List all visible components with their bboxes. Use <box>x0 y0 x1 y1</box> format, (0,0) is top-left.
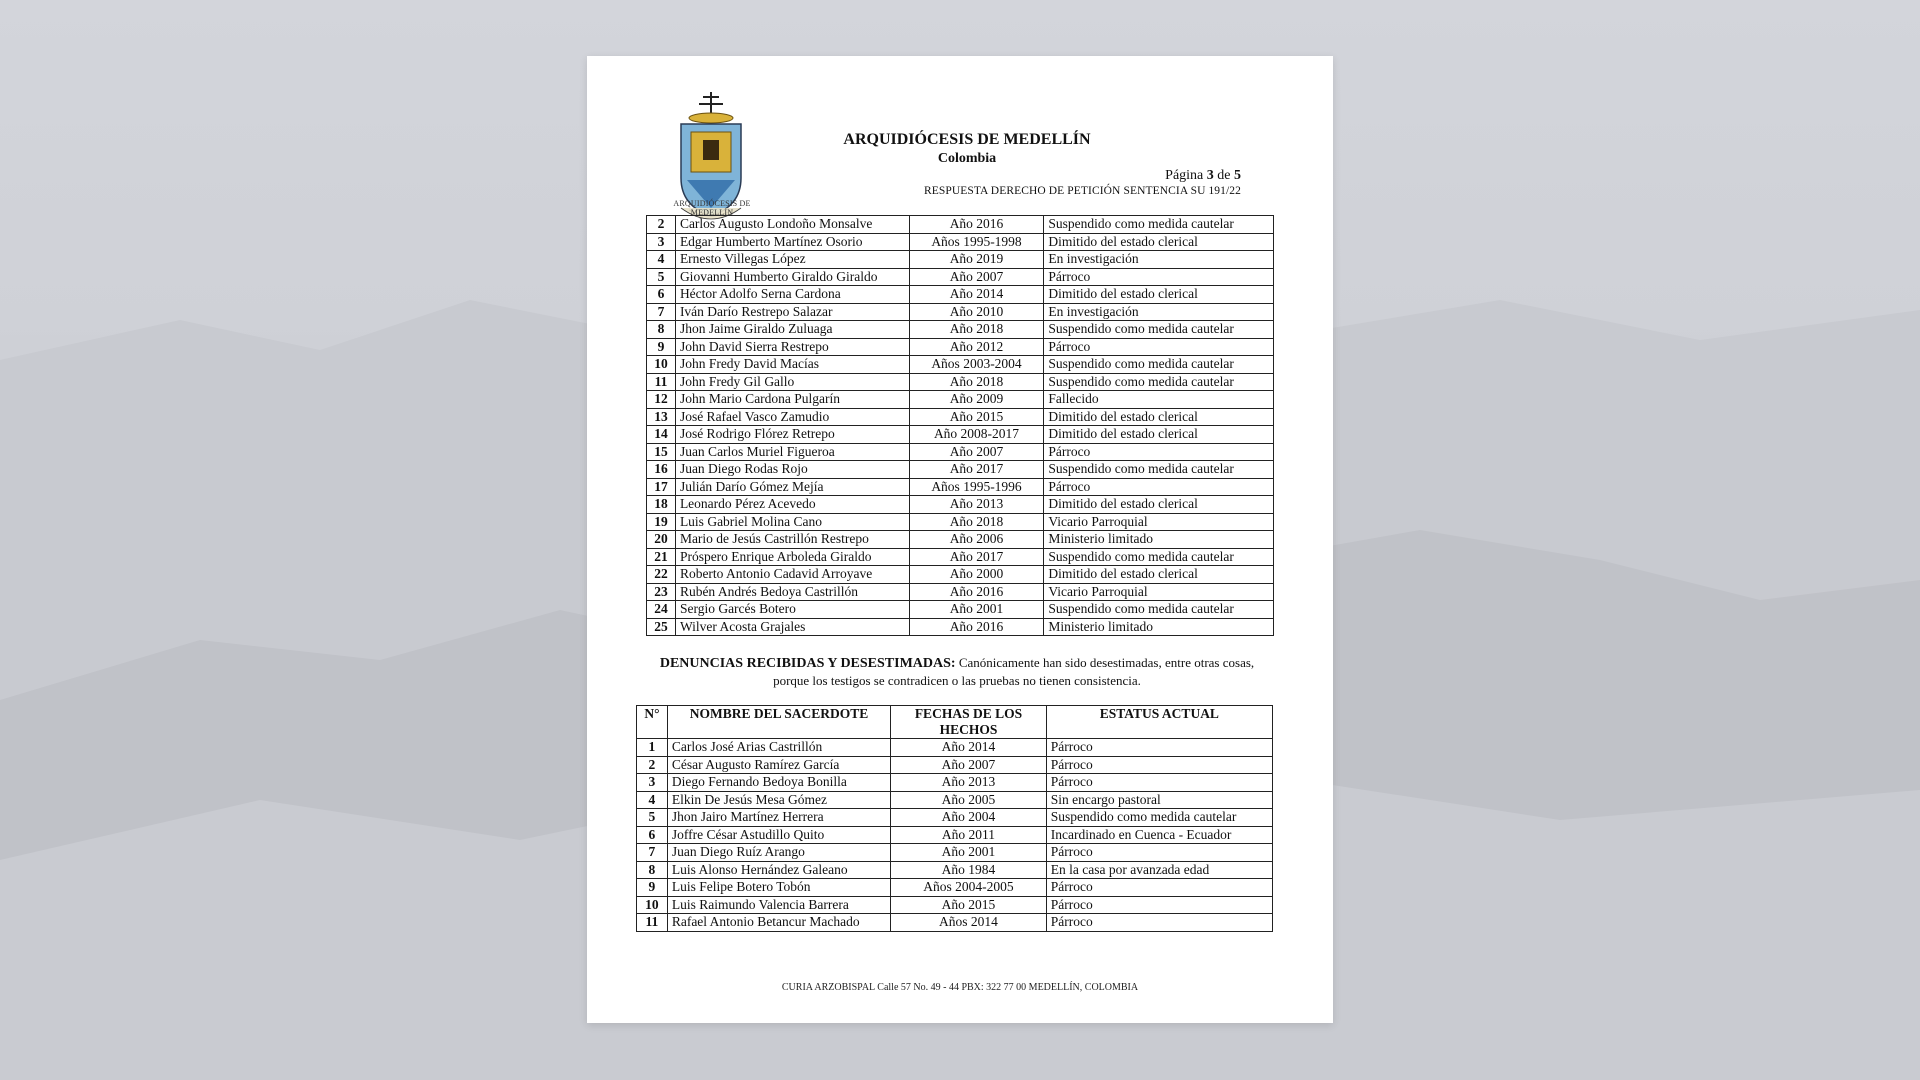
priest-name: Carlos José Arias Castrillón <box>667 739 890 757</box>
table-row <box>647 601 1274 619</box>
priest-name: César Augusto Ramírez García <box>667 756 890 774</box>
event-dates: Año 2019 <box>909 251 1044 269</box>
col-header-name: NOMBRE DEL SACERDOTE <box>667 706 890 739</box>
current-status: Dimitido del estado clerical <box>1044 408 1274 426</box>
row-number: 12 <box>647 391 676 409</box>
priest-name: Luis Felipe Botero Tobón <box>667 879 890 897</box>
page-total: 5 <box>1234 168 1241 183</box>
event-dates: Año 2007 <box>891 756 1047 774</box>
priest-name: Iván Darío Restrepo Salazar <box>675 303 909 321</box>
event-dates: Año 2014 <box>909 286 1044 304</box>
current-status: Suspendido como medida cautelar <box>1044 601 1274 619</box>
priests-table-1 <box>646 215 1274 636</box>
priest-name: Elkin De Jesús Mesa Gómez <box>667 791 890 809</box>
event-dates: Año 2015 <box>891 896 1047 914</box>
current-status: Suspendido como medida cautelar <box>1044 321 1274 339</box>
event-dates: Año 2007 <box>909 268 1044 286</box>
table-row <box>637 844 1273 862</box>
event-dates: Años 2004-2005 <box>891 879 1047 897</box>
current-status: Suspendido como medida cautelar <box>1044 461 1274 479</box>
current-status: Suspendido como medida cautelar <box>1044 356 1274 374</box>
current-status: Párroco <box>1046 774 1272 792</box>
current-status: En investigación <box>1044 303 1274 321</box>
priest-name: Giovanni Humberto Giraldo Giraldo <box>675 268 909 286</box>
table-row <box>647 461 1274 479</box>
current-status: Dimitido del estado clerical <box>1044 496 1274 514</box>
table-row <box>637 809 1273 827</box>
page-current: 3 <box>1206 168 1214 183</box>
priest-name: Edgar Humberto Martínez Osorio <box>675 233 909 251</box>
row-number: 2 <box>637 756 668 774</box>
row-number: 4 <box>647 251 676 269</box>
table-row <box>647 618 1274 636</box>
event-dates: Año 2015 <box>909 408 1044 426</box>
event-dates: Años 1995-1998 <box>909 233 1044 251</box>
table-row <box>647 268 1274 286</box>
event-dates: Año 1984 <box>891 861 1047 879</box>
current-status: Vicario Parroquial <box>1044 513 1274 531</box>
table-row <box>647 391 1274 409</box>
row-number: 14 <box>647 426 676 444</box>
event-dates: Año 2010 <box>909 303 1044 321</box>
event-dates: Año 2016 <box>909 583 1044 601</box>
priest-name: Sergio Garcés Botero <box>675 601 909 619</box>
priest-name: John Fredy Gil Gallo <box>675 373 909 391</box>
event-dates: Año 2011 <box>891 826 1047 844</box>
current-status: Fallecido <box>1044 391 1274 409</box>
table-row <box>637 914 1273 932</box>
table-row <box>647 408 1274 426</box>
document-footer: CURIA ARZOBISPAL Calle 57 No. 49 - 44 PBX: 322 77 00 MEDELLÍN, COLOMBIA <box>781 982 1139 993</box>
current-status: Párroco <box>1044 443 1274 461</box>
row-number: 5 <box>637 809 668 827</box>
event-dates: Año 2013 <box>909 496 1044 514</box>
event-dates: Año 2004 <box>891 809 1047 827</box>
row-number: 8 <box>637 861 668 879</box>
priest-name: Héctor Adolfo Serna Cardona <box>675 286 909 304</box>
priest-name: Julián Darío Gómez Mejía <box>675 478 909 496</box>
row-number: 11 <box>647 373 676 391</box>
table-row <box>647 251 1274 269</box>
table-row <box>647 583 1274 601</box>
section-text: Canónicamente han sido desestimadas, entre otras cosas, porque los testigos se contradicen o las pruebas no tienen consistencia. <box>773 655 1255 688</box>
table-row <box>647 531 1274 549</box>
priest-name: Leonardo Pérez Acevedo <box>675 496 909 514</box>
table-row <box>647 233 1274 251</box>
event-dates: Año 2009 <box>909 391 1044 409</box>
col-header-dates-text: FECHAS DE LOS HECHOS <box>914 706 1023 737</box>
priest-name: Próspero Enrique Arboleda Giraldo <box>675 548 909 566</box>
row-number: 15 <box>647 443 676 461</box>
priest-name: John David Sierra Restrepo <box>675 338 909 356</box>
current-status: Suspendido como medida cautelar <box>1044 216 1274 234</box>
event-dates: Año 2006 <box>909 531 1044 549</box>
priest-name: Roberto Antonio Cadavid Arroyave <box>675 566 909 584</box>
current-status: Párroco <box>1046 879 1272 897</box>
row-number: 20 <box>647 531 676 549</box>
table-row <box>647 373 1274 391</box>
current-status: Párroco <box>1046 739 1272 757</box>
event-dates: Año 2017 <box>909 461 1044 479</box>
current-status: Párroco <box>1046 896 1272 914</box>
table-row <box>637 879 1273 897</box>
section-paragraph <box>657 654 1257 689</box>
priest-name: Diego Fernando Bedoya Bonilla <box>667 774 890 792</box>
priest-name: Juan Carlos Muriel Figueroa <box>675 443 909 461</box>
row-number: 6 <box>637 826 668 844</box>
table-row <box>647 426 1274 444</box>
event-dates: Año 2016 <box>909 618 1044 636</box>
table-row <box>647 286 1274 304</box>
current-status: Párroco <box>1044 338 1274 356</box>
table-row <box>637 756 1273 774</box>
row-number: 3 <box>647 233 676 251</box>
table-row <box>637 774 1273 792</box>
event-dates: Año 2018 <box>909 513 1044 531</box>
row-number: 7 <box>647 303 676 321</box>
event-dates: Años 2014 <box>891 914 1047 932</box>
event-dates: Año 2008-2017 <box>909 426 1044 444</box>
priest-name: Mario de Jesús Castrillón Restrepo <box>675 531 909 549</box>
table-row <box>647 478 1274 496</box>
priests-table-2 <box>636 705 1273 932</box>
priest-name: José Rafael Vasco Zamudio <box>675 408 909 426</box>
row-number: 4 <box>637 791 668 809</box>
row-number: 16 <box>647 461 676 479</box>
current-status: Párroco <box>1046 756 1272 774</box>
row-number: 25 <box>647 618 676 636</box>
priests-table-1-body <box>647 216 1274 636</box>
table-row <box>647 338 1274 356</box>
event-dates: Año 2014 <box>891 739 1047 757</box>
table-row <box>637 739 1273 757</box>
row-number: 8 <box>647 321 676 339</box>
table-row <box>647 566 1274 584</box>
table-row <box>637 826 1273 844</box>
row-number: 24 <box>647 601 676 619</box>
event-dates: Año 2000 <box>909 566 1044 584</box>
event-dates: Año 2007 <box>909 443 1044 461</box>
row-number: 9 <box>647 338 676 356</box>
event-dates: Año 2018 <box>909 373 1044 391</box>
priest-name: Luis Gabriel Molina Cano <box>675 513 909 531</box>
current-status: Ministerio limitado <box>1044 531 1274 549</box>
priest-name: Luis Alonso Hernández Galeano <box>667 861 890 879</box>
current-status: Vicario Parroquial <box>1044 583 1274 601</box>
row-number: 22 <box>647 566 676 584</box>
current-status: Dimitido del estado clerical <box>1044 286 1274 304</box>
table-row <box>647 303 1274 321</box>
priest-name: Luis Raimundo Valencia Barrera <box>667 896 890 914</box>
priest-name: Rafael Antonio Betancur Machado <box>667 914 890 932</box>
table-row <box>647 216 1274 234</box>
page-label: Página <box>1165 168 1204 183</box>
page-of: de <box>1217 168 1231 183</box>
event-dates: Año 2005 <box>891 791 1047 809</box>
event-dates: Año 2001 <box>909 601 1044 619</box>
priest-name: Joffre César Astudillo Quito <box>667 826 890 844</box>
row-number: 1 <box>637 739 668 757</box>
document-reference: RESPUESTA DERECHO DE PETICIÓN SENTENCIA SU 191/22 <box>923 185 1241 197</box>
row-number: 7 <box>637 844 668 862</box>
table-row <box>647 548 1274 566</box>
row-number: 10 <box>647 356 676 374</box>
table-row <box>647 496 1274 514</box>
current-status: Párroco <box>1046 844 1272 862</box>
table-row <box>637 791 1273 809</box>
event-dates: Año 2017 <box>909 548 1044 566</box>
current-status: Párroco <box>1046 914 1272 932</box>
row-number: 18 <box>647 496 676 514</box>
current-status: Dimitido del estado clerical <box>1044 426 1274 444</box>
current-status: Suspendido como medida cautelar <box>1046 809 1272 827</box>
priest-name: Ernesto Villegas López <box>675 251 909 269</box>
row-number: 13 <box>647 408 676 426</box>
current-status: Dimitido del estado clerical <box>1044 233 1274 251</box>
priest-name: Rubén Andrés Bedoya Castrillón <box>675 583 909 601</box>
current-status: Párroco <box>1044 268 1274 286</box>
row-number: 19 <box>647 513 676 531</box>
document-subtitle: Colombia <box>937 151 997 166</box>
event-dates: Año 2012 <box>909 338 1044 356</box>
event-dates: Año 2016 <box>909 216 1044 234</box>
table-row <box>647 443 1274 461</box>
row-number: 2 <box>647 216 676 234</box>
current-status: Incardinado en Cuenca - Ecuador <box>1046 826 1272 844</box>
event-dates: Año 2013 <box>891 774 1047 792</box>
table-header-row <box>637 706 1273 739</box>
priest-name: Wilver Acosta Grajales <box>675 618 909 636</box>
row-number: 21 <box>647 548 676 566</box>
event-dates: Año 2001 <box>891 844 1047 862</box>
current-status: En investigación <box>1044 251 1274 269</box>
priest-name: Carlos Augusto Londoño Monsalve <box>675 216 909 234</box>
document-page <box>587 56 1333 1023</box>
document-title: ARQUIDIÓCESIS DE MEDELLÍN <box>843 131 1091 148</box>
priest-name: Jhon Jaime Giraldo Zuluaga <box>675 321 909 339</box>
current-status: Suspendido como medida cautelar <box>1044 548 1274 566</box>
col-header-dates <box>891 706 1047 739</box>
table-row <box>637 896 1273 914</box>
section-heading: DENUNCIAS RECIBIDAS Y DESESTIMADAS: <box>659 656 956 671</box>
priest-name: Juan Diego Ruíz Arango <box>667 844 890 862</box>
priest-name: John Fredy David Macías <box>675 356 909 374</box>
current-status: Dimitido del estado clerical <box>1044 566 1274 584</box>
row-number: 6 <box>647 286 676 304</box>
row-number: 9 <box>637 879 668 897</box>
event-dates: Años 1995-1996 <box>909 478 1044 496</box>
event-dates: Años 2003-2004 <box>909 356 1044 374</box>
current-status: Suspendido como medida cautelar <box>1044 373 1274 391</box>
event-dates: Año 2018 <box>909 321 1044 339</box>
table-row <box>647 356 1274 374</box>
priest-name: Juan Diego Rodas Rojo <box>675 461 909 479</box>
page-indicator <box>1165 168 1241 184</box>
table-row <box>647 321 1274 339</box>
priest-name: José Rodrigo Flórez Retrepo <box>675 426 909 444</box>
row-number: 11 <box>637 914 668 932</box>
row-number: 17 <box>647 478 676 496</box>
table-row <box>637 861 1273 879</box>
row-number: 23 <box>647 583 676 601</box>
row-number: 3 <box>637 774 668 792</box>
priest-name: Jhon Jairo Martínez Herrera <box>667 809 890 827</box>
current-status: En la casa por avanzada edad <box>1046 861 1272 879</box>
priest-name: John Mario Cardona Pulgarín <box>675 391 909 409</box>
col-header-number: N° <box>637 706 668 739</box>
table-row <box>647 513 1274 531</box>
current-status: Sin encargo pastoral <box>1046 791 1272 809</box>
logo-caption: ARQUIDIÓCESIS DE MEDELLÍN <box>673 199 751 217</box>
current-status: Ministerio limitado <box>1044 618 1274 636</box>
row-number: 5 <box>647 268 676 286</box>
priests-table-2-body <box>637 739 1273 932</box>
row-number: 10 <box>637 896 668 914</box>
current-status: Párroco <box>1044 478 1274 496</box>
col-header-status: ESTATUS ACTUAL <box>1046 706 1272 739</box>
